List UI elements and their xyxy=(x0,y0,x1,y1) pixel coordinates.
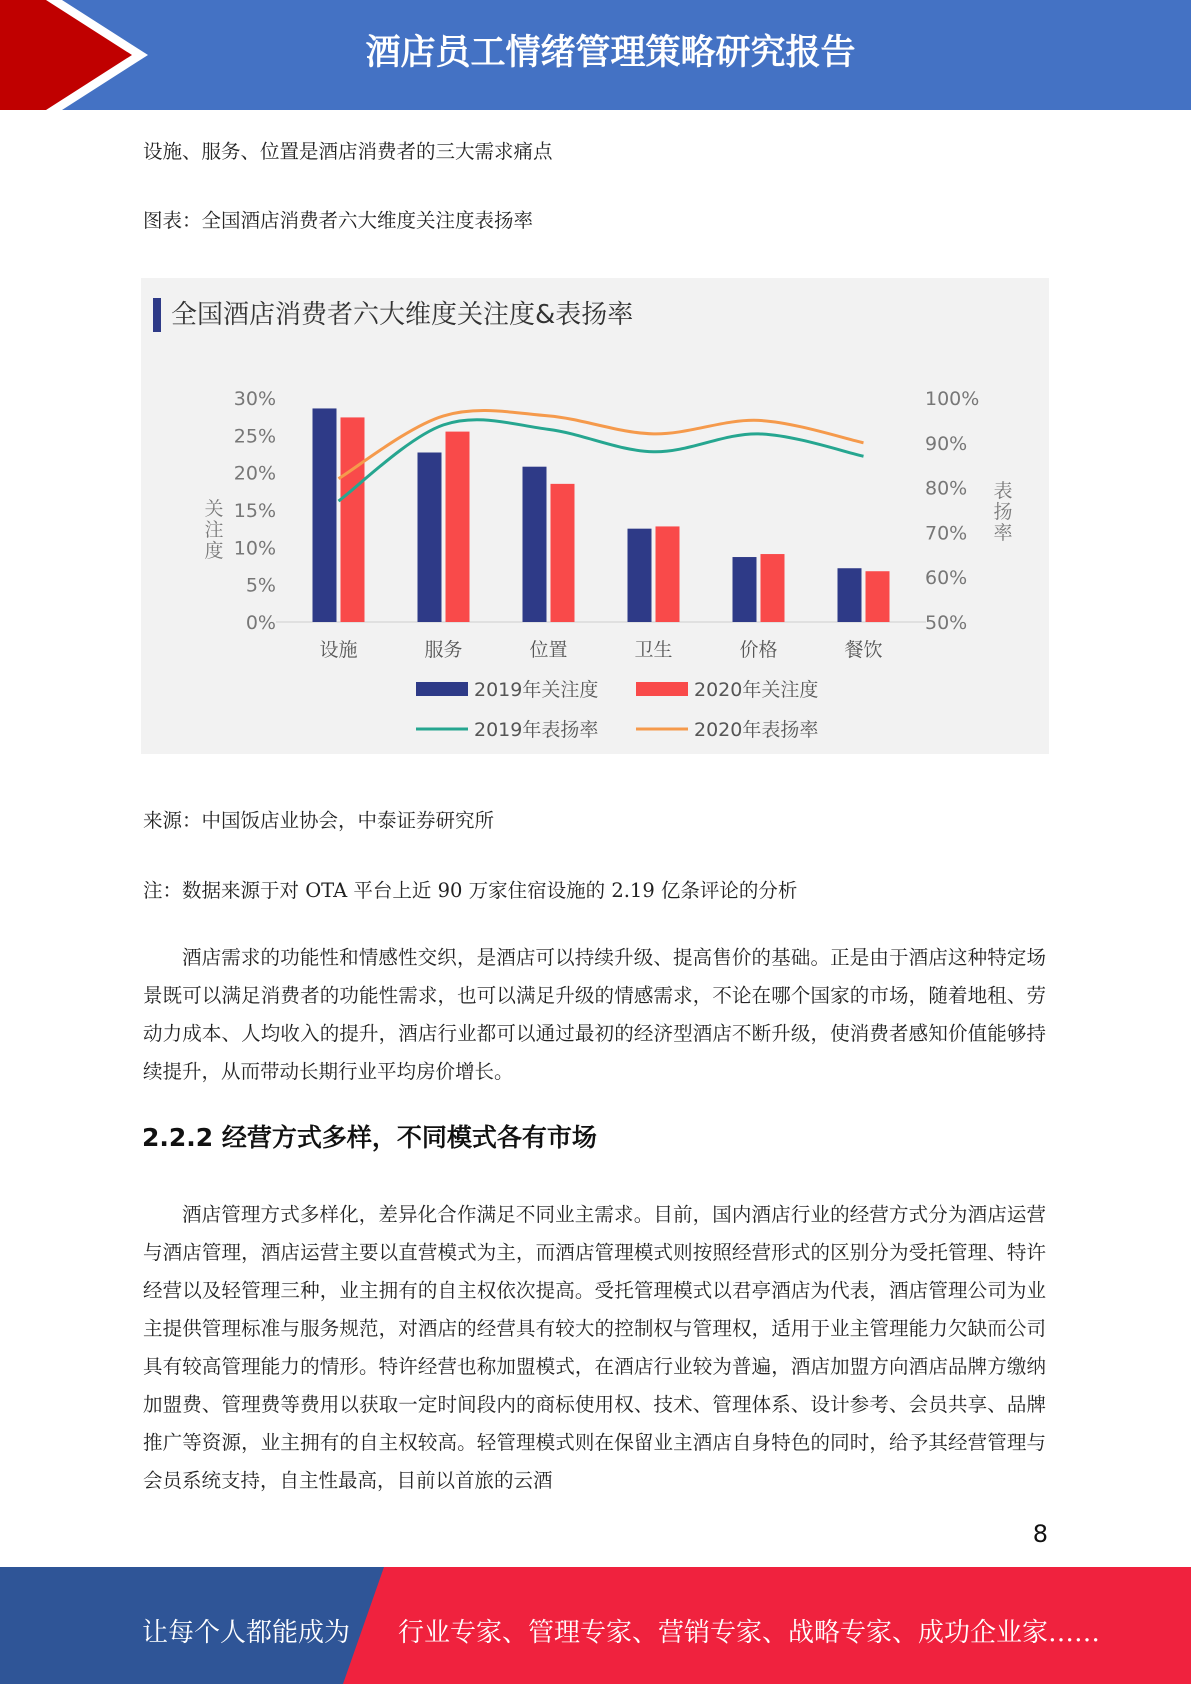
chart-panel xyxy=(141,278,1049,754)
y2-tick-label: 70% xyxy=(925,522,968,545)
legend-swatch xyxy=(636,682,688,696)
y2-tick-label: 50% xyxy=(925,612,968,634)
y2-axis-title-char: 扬 xyxy=(993,501,1013,523)
bar-2019-0 xyxy=(313,408,337,622)
legend-label: 2020年关注度 xyxy=(694,679,819,701)
paragraph-demand: 酒店需求的功能性和情感性交织，是酒店可以持续升级、提高售价的基础。正是由于酒店这种特定场景既可以满足消费者的功能性需求，也可以满足升级的情感需求，不论在哪个国家的市场，随着地租、劳动力成本、人均收入的提升，酒店行业都可以通过最初的经济型酒店不断升级，使消费者感知价值能够持续提升，从而带动长期行业平均房价增长。 xyxy=(143,946,1046,1083)
paragraph-management: 酒店管理方式多样化，差异化合作满足不同业主需求。目前，国内酒店行业的经营方式分为酒店运营与酒店管理，酒店运营主要以直营模式为主，而酒店管理模式则按照经营形式的区别分为受托管理、特许经营以及轻管理三种，业主拥有的自主权依次提高。受托管理模式以君亭酒店为代表，酒店管理公司为业主提供管理标准与服务规范，对酒店的经营具有较大的控制权与管理权，适用于业主管理能力欠缺而公司具有较高管理能力的情形。特许经营也称加盟模式，在酒店行业较为普遍，酒店加盟方向酒店品牌方缴纳加盟费、管理费等费用以获取一定时间段内的商标使用权、技术、管理体系、设计参考、会员共享、品牌推广等资源，业主拥有的自主权较高。轻管理模式则在保留业主酒店自身特色的同时，给予其经营管理与会员系统支持，自主性最高，目前以首旅的云酒 xyxy=(143,1203,1046,1492)
x-tick-label: 位置 xyxy=(529,639,568,661)
bar-2019-5 xyxy=(838,568,862,622)
y2-tick-label: 80% xyxy=(925,477,968,500)
x-tick-label: 服务 xyxy=(424,639,463,661)
x-tick-label: 餐饮 xyxy=(844,639,883,661)
y-axis-title-char: 度 xyxy=(204,540,224,562)
footer-slogan-right: 行业专家、管理专家、营销专家、战略专家、成功企业家…… xyxy=(398,1618,1101,1648)
bar-2019-2 xyxy=(523,467,547,622)
header-bar xyxy=(0,0,1191,110)
page-number: 8 xyxy=(1032,1520,1048,1548)
report-title: 酒店员工情绪管理策略研究报告 xyxy=(365,33,856,73)
x-tick-label: 价格 xyxy=(739,639,778,661)
y-tick-label: 25% xyxy=(233,425,276,448)
section-heading: 2.2.2 经营方式多样，不同模式各有市场 xyxy=(142,1123,597,1152)
bar-2019-1 xyxy=(418,453,442,622)
x-tick-label: 卫生 xyxy=(634,639,673,661)
y-tick-label: 15% xyxy=(233,500,276,522)
intro-pain-points: 设施、服务、位置是酒店消费者的三大需求痛点 xyxy=(143,140,553,163)
y-axis-title-char: 注 xyxy=(204,519,224,541)
bar-2020-1 xyxy=(446,432,470,622)
bar-2020-0 xyxy=(341,417,365,622)
bar-2020-5 xyxy=(866,571,890,622)
source-note: 来源：中国饭店业协会，中泰证券研究所 xyxy=(143,809,495,832)
bar-2020-2 xyxy=(551,484,575,622)
y2-tick-label: 90% xyxy=(925,432,968,455)
bar-2020-4 xyxy=(761,554,785,622)
legend-label: 2019年关注度 xyxy=(474,679,599,701)
line-2019-praise-rate xyxy=(339,420,864,501)
y-tick-label: 10% xyxy=(233,537,276,560)
y2-tick-label: 100% xyxy=(925,388,980,410)
chart-title: 全国酒店消费者六大维度关注度&表扬率 xyxy=(171,300,634,330)
y-axis-title-char: 关 xyxy=(204,498,224,520)
legend-label: 2019年表扬率 xyxy=(474,719,599,741)
bar-2020-3 xyxy=(656,526,680,622)
y2-tick-label: 60% xyxy=(925,567,968,590)
footer-slogan-left: 让每个人都能成为 xyxy=(142,1618,351,1648)
chart-caption: 图表：全国酒店消费者六大维度关注度表扬率 xyxy=(143,209,534,232)
legend-swatch xyxy=(416,682,468,696)
legend-label: 2020年表扬率 xyxy=(694,719,819,741)
x-tick-label: 设施 xyxy=(319,639,358,661)
y2-axis-title-char: 率 xyxy=(993,522,1013,544)
line-2020-praise-rate xyxy=(339,411,864,479)
y-tick-label: 30% xyxy=(233,388,276,410)
data-note: 注：数据来源于对 OTA 平台上近 90 万家住宿设施的 2.19 亿条评论的分析 xyxy=(143,879,798,902)
y-tick-label: 0% xyxy=(245,612,276,634)
bar-2019-4 xyxy=(733,557,757,622)
y-tick-label: 5% xyxy=(245,574,276,597)
chart-plot xyxy=(141,278,1049,754)
y-tick-label: 20% xyxy=(233,462,276,485)
bar-2019-3 xyxy=(628,529,652,622)
y2-axis-title-char: 表 xyxy=(993,480,1013,502)
